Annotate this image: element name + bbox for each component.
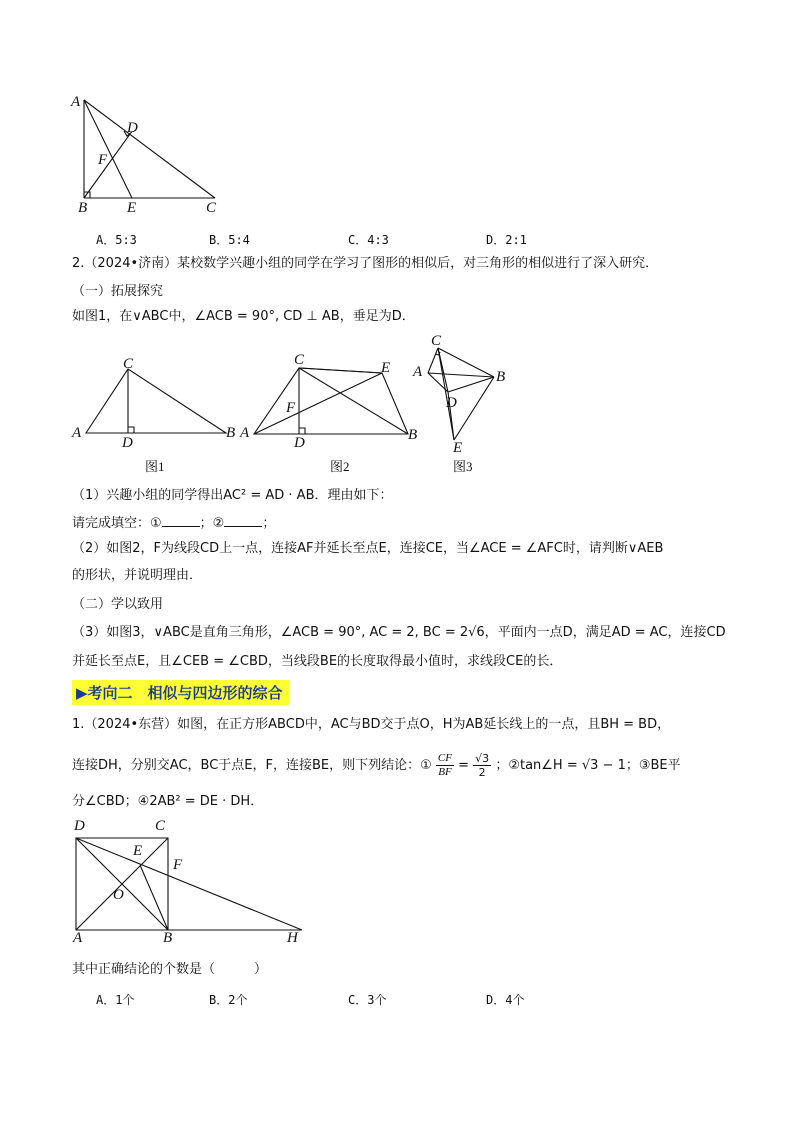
fig1-label-D: D — [122, 435, 133, 451]
fig2-caption: 图2 — [330, 459, 350, 474]
fig2-label-C: C — [294, 352, 305, 368]
top-label-F: F — [98, 152, 108, 168]
q1-option-d: D．2:1 — [486, 233, 527, 247]
q2-sub2-line1: （2）如图2，F为线段CD上一点，连接AF并延长至点E，连接CE，当∠ACE = ∠AFC时，请判断∨AEB — [72, 541, 664, 556]
fig2-label-A: A — [240, 425, 250, 441]
q3-eq-sign: = — [453, 758, 474, 773]
q3-line2 — [72, 752, 681, 779]
fig3-label-E: E — [453, 440, 463, 456]
fig3-label-C: C — [431, 333, 442, 349]
fig2-label-D: D — [294, 435, 305, 451]
top-label-A: A — [71, 94, 81, 110]
q2-sub1-line: （1）兴趣小组的同学得出AC² = AD · AB．理由如下： — [72, 488, 393, 503]
q3-option-d: D．4个 — [486, 993, 525, 1007]
top-label-C: C — [206, 200, 217, 216]
sq-label-O: O — [113, 887, 124, 903]
sq-label-F: F — [173, 857, 183, 873]
fig3-label-D: D — [446, 395, 457, 411]
q3-fraction-2 — [473, 752, 491, 779]
blank-2[interactable] — [224, 514, 262, 527]
q1-option-b: B．5:4 — [209, 233, 250, 247]
top-triangle-figure — [60, 88, 240, 218]
fig1-caption: 图1 — [145, 459, 165, 474]
q2-sub1-fill-pre: 请完成填空：① — [72, 516, 162, 531]
fig3-label-A: A — [413, 364, 423, 380]
sq-label-D: D — [74, 818, 85, 834]
q2-stem: 2.（2024•济南）某校数学兴趣小组的同学在学习了图形的相似后，对三角形的相似进行了深入研究． — [72, 256, 659, 271]
q3-line2-post: ；②tan∠H = √3 − 1；③BE平 — [495, 758, 681, 773]
figure-2 — [248, 360, 423, 445]
q3-line2-pre: 连接DH，分别交AC，BC于点E，F，连接BE，则下列结论：① — [72, 758, 432, 773]
sq-label-B: B — [163, 930, 173, 946]
fig1-label-A: A — [72, 425, 82, 441]
q3-fraction-1 — [436, 752, 454, 779]
q3-frac1-den: BF — [438, 766, 452, 778]
fig1-label-C: C — [123, 356, 134, 372]
fig3-caption: 图3 — [453, 459, 473, 474]
fig2-label-F: F — [286, 400, 296, 416]
fig1-label-B: B — [226, 425, 236, 441]
q3-line1: 1.（2024•东营）如图，在正方形ABCD中，AC与BD交于点O，H为AB延长线上的一点，且BH = BD， — [72, 717, 671, 732]
q2-part1-heading: （一）拓展探究 — [72, 284, 164, 299]
top-label-B: B — [78, 200, 88, 216]
q2-sub1-fill-end: ； — [262, 516, 276, 531]
q3-frac2-num: √3 — [475, 752, 490, 765]
q3-question: 其中正确结论的个数是（ ） — [72, 962, 268, 977]
q1-option-a: A．5:3 — [96, 233, 137, 247]
fig3-label-B: B — [496, 369, 506, 385]
figure-1 — [80, 355, 240, 445]
fig2-label-E: E — [381, 360, 391, 376]
q2-sub2-line2: 的形状，并说明理由． — [72, 568, 203, 583]
q3-option-c: C．3个 — [348, 993, 387, 1007]
section-arrow-icon: ▶ — [76, 684, 88, 702]
q2-sub3-line2: 并延长至点E，且∠CEB = ∠CBD，当线段BE的长度取得最小值时，求线段CE的长． — [72, 654, 563, 669]
figure-3 — [420, 340, 510, 460]
sq-label-C: C — [155, 818, 166, 834]
q2-intro: 如图1，在∨ABC中，∠ACB = 90°, CD ⊥ AB，垂足为D． — [72, 309, 415, 324]
fig2-label-B: B — [408, 427, 418, 443]
q2-sub3-line1: （3）如图3，∨ABC是直角三角形，∠ACB = 90°, AC = 2, BC = 2√6，平面内一点D，满足AD = AC，连接CD — [72, 625, 726, 640]
q3-line3: 分∠CBD；④2AB² = DE · DH． — [72, 794, 264, 809]
top-label-E: E — [127, 200, 137, 216]
sq-label-E: E — [133, 843, 143, 859]
q1-option-c: C．4:3 — [348, 233, 389, 247]
square-figure — [70, 830, 310, 935]
q2-sub1-fill-mid: ；② — [199, 516, 225, 531]
q3-option-a: A．1个 — [96, 993, 135, 1007]
sq-label-A: A — [73, 930, 83, 946]
top-label-D: D — [127, 120, 138, 136]
q3-frac2-den: 2 — [478, 766, 486, 779]
section-heading — [72, 680, 289, 705]
q3-frac1-num: CF — [437, 752, 452, 764]
q3-option-b: B．2个 — [209, 993, 248, 1007]
sq-label-H: H — [287, 930, 298, 946]
q2-part2-heading: （二）学以致用 — [72, 597, 164, 612]
q2-sub1-fill-line — [72, 514, 275, 533]
section-title: 考向二 相似与四边形的综合 — [87, 684, 283, 702]
blank-1[interactable] — [162, 514, 200, 527]
